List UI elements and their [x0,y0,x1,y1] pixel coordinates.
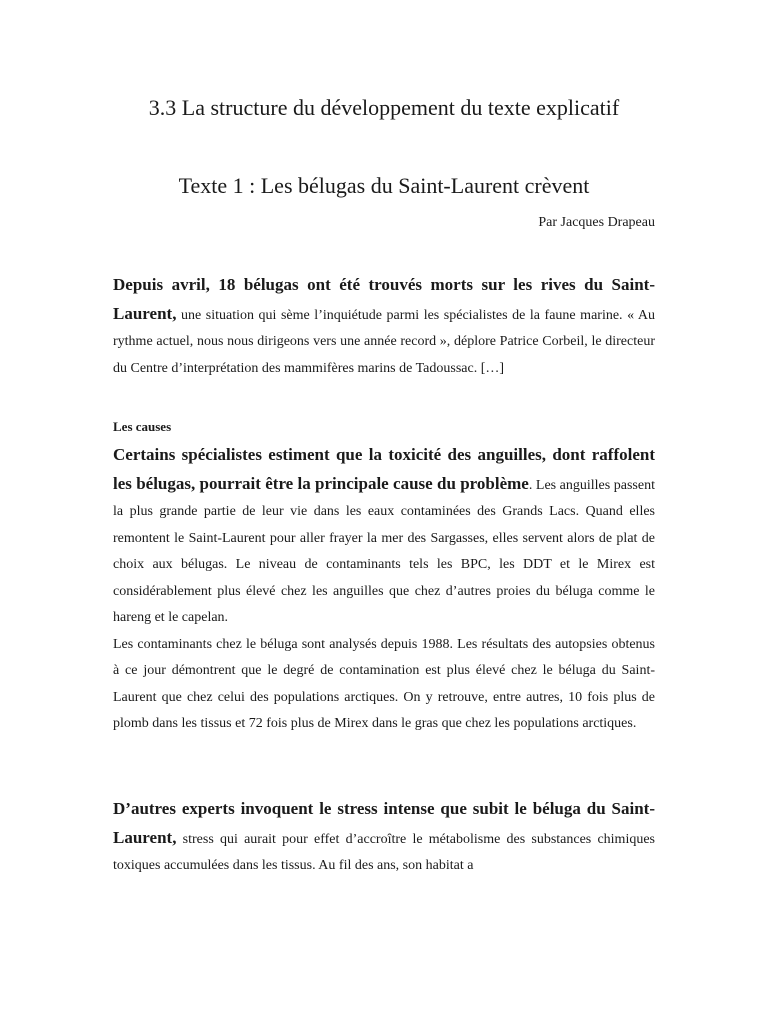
paragraph-stress-lead: D’autres experts invoquent le stress intense que subit le béluga du Saint-Laurent, [113,799,655,847]
paragraph-intro-lead: Depuis avril, 18 bélugas ont été trouvés morts sur les rives du Saint-Laurent, [113,275,655,323]
paragraph-causes-lead: Certains spécialistes estiment que la toxicité des anguilles, dont raffolent les bélugas, pourrait être la principale cause du problème [113,445,655,493]
paragraph-causes [113,442,655,632]
paragraph-causes-body: . Les anguilles passent la plus grande partie de leur vie dans les eaux contaminées des Grands Lacs. Quand elles remontent le Saint-Laurent pour aller frayer la mer des Sargasses, elles servent alors de plat de choix aux bélugas. Le niveau de contaminants tels les BPC, les DDT et le Mirex est considérablement plus élevé chez les anguilles que chez d’autres proies du béluga comme le hareng et le capelan. [113,477,655,625]
text-title: Texte 1 : Les bélugas du Saint-Laurent crèvent [178,173,590,198]
causes-block [113,442,655,738]
paragraph-intro-body: une situation qui sème l’inquiétude parmi les spécialistes de la faune marine. « Au rythme actuel, nous nous dirigeons vers une année record », déplore Patrice Corbeil, le directeur du Centre d’interprétation des mammifères marins de Tadoussac. […] [113,307,655,376]
author-byline: Par Jacques Drapeau [538,215,655,230]
paragraph-intro [113,272,655,382]
subheading-causes: Les causes [113,419,172,434]
section-title: 3.3 La structure du développement du texte explicatif [148,95,620,120]
paragraph-stress-body: stress qui aurait pour effet d’accroître le métabolisme des substances chimiques toxiques accumulées dans les tissus. Au fil des ans, son habitat a [113,831,655,873]
paragraph-stress [113,796,655,880]
paragraph-contaminants: Les contaminants chez le béluga sont analysés depuis 1988. Les résultats des autopsies obtenus à ce jour démontrent que le degré de contamination est plus élevé chez le béluga du Saint-Laurent que chez celui des populations arctiques. On y retrouve, entre autres, 10 fois plus de plomb dans les tissus et 72 fois plus de Mirex dans le gras que chez les populations arctiques. [113,636,655,731]
